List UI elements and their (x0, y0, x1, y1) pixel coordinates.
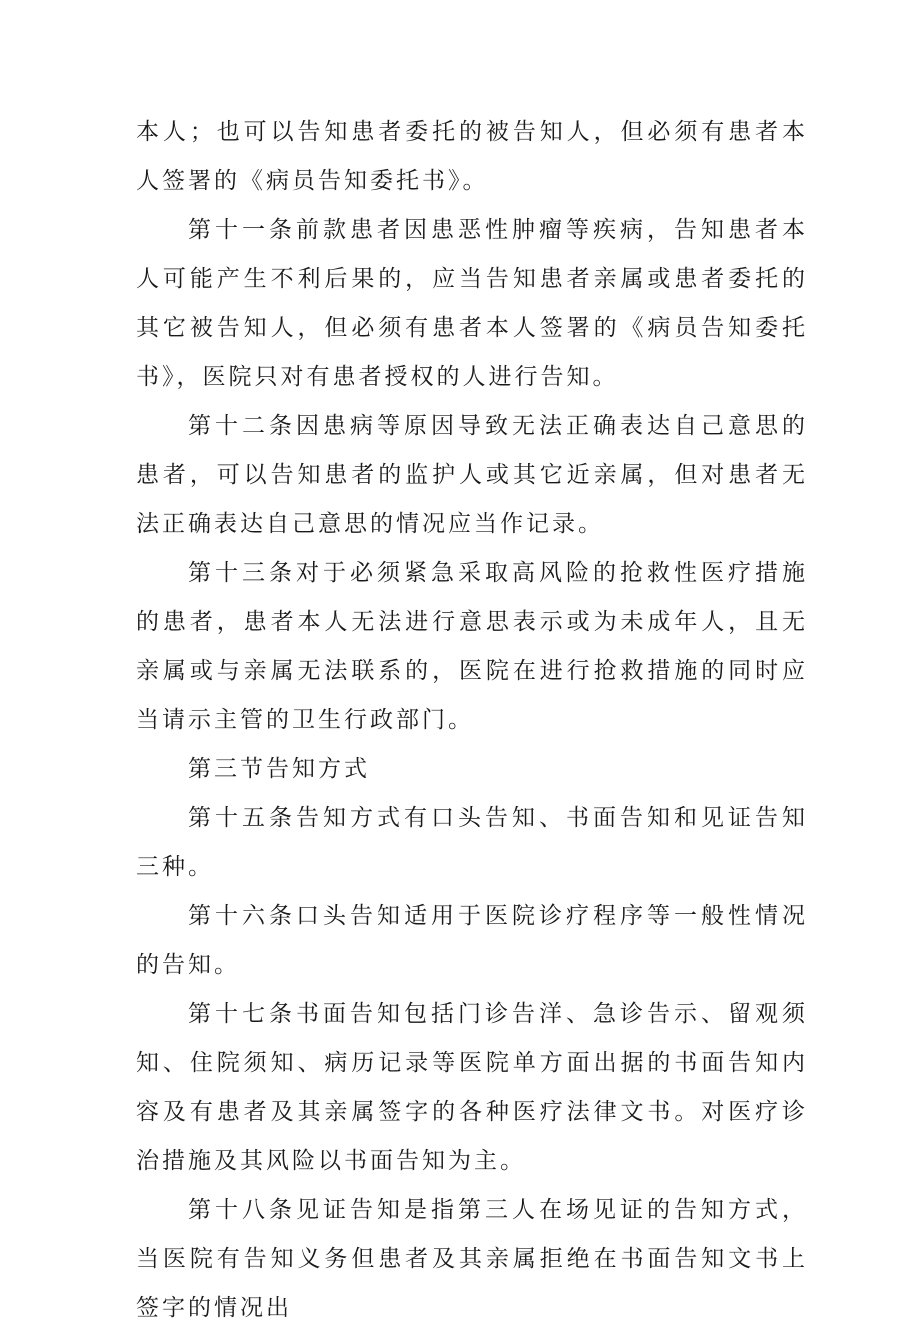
paragraph-article-17: 第十七条书面告知包括门诊告洋、急诊告示、留观须知、住院须知、病历记录等医院单方面出据的书面告知内容及有患者及其亲属签字的各种医疗法律文书。对医疗诊治措施及其风险以书面告知为主。 (136, 1001, 808, 1174)
section-heading: 第三节告知方式 (188, 756, 370, 782)
paragraph-article-15: 第十五条告知方式有口头告知、书面告知和见证告知三种。 (136, 805, 808, 880)
document-body (136, 108, 808, 1333)
paragraph-continuation: 本人；也可以告知患者委托的被告知人，但必须有患者本人签署的《病员告知委托书》。 (136, 119, 808, 194)
paragraph-article-12: 第十二条因患病等原因导致无法正确表达自己意思的患者，可以告知患者的监护人或其它近亲属，但对患者无法正确表达自己意思的情况应当作记录。 (136, 413, 808, 537)
paragraph-article-18: 第十八条见证告知是指第三人在场见证的告知方式，当医院有告知义务但患者及其亲属拒绝在书面告知文书上签字的情况出 (136, 1197, 808, 1321)
paragraph-article-16: 第十六条口头告知适用于医院诊疗程序等一般性情况的告知。 (136, 903, 808, 978)
paragraph-article-11: 第十一条前款患者因患恶性肿瘤等疾病，告知患者本人可能产生不利后果的，应当告知患者亲属或患者委托的其它被告知人，但必须有患者本人签署的《病员告知委托书》，医院只对有患者授权的人进行告知。 (136, 217, 808, 390)
paragraph-article-13: 第十三条对于必须紧急采取高风险的抢救性医疗措施的患者，患者本人无法进行意思表示或为未成年人，且无亲属或与亲属无法联系的，医院在进行抢救措施的同时应当请示主管的卫生行政部门。 (136, 560, 808, 733)
